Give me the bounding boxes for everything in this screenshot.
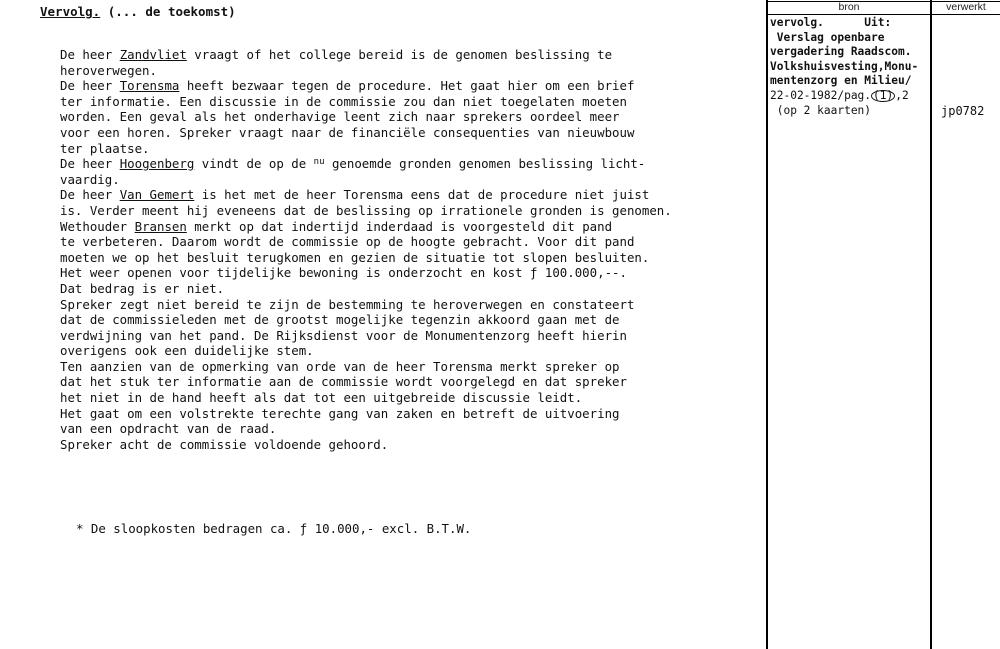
text-line: [60, 312, 672, 328]
column-header-bron: bron: [838, 1, 860, 13]
processed-code: jp0782: [941, 104, 985, 118]
column-header-verwerkt: verwerkt: [946, 1, 986, 13]
speaker-name: Van Gemert: [119, 187, 195, 203]
text-line: [60, 63, 672, 79]
text-segment: heroverwegen.: [60, 62, 157, 78]
panel-left-rule: [766, 0, 768, 649]
text-segment: verdwijning van het pand. De Rijksdienst voor de Monumentenzorg heeft hierin: [60, 327, 627, 343]
text-segment: overigens ook een duidelijke stem.: [60, 343, 314, 359]
text-line: [60, 47, 672, 63]
document-heading: [40, 4, 236, 20]
text-line: [60, 109, 672, 125]
text-line: [60, 219, 672, 235]
text-segment: vaardig.: [60, 171, 120, 187]
text-segment: genoemde gronden genomen beslissing licht-: [324, 156, 646, 172]
text-line: [60, 187, 672, 203]
text-line: [60, 156, 672, 172]
text-line: [60, 250, 672, 266]
text-segment: Spreker acht de commissie voldoende gehoord.: [60, 436, 389, 452]
text-line: [60, 343, 672, 359]
source-line: Verslag openbare: [770, 30, 885, 44]
panel-header-rule: [766, 14, 1000, 15]
source-line: (op 2 kaarten): [770, 103, 872, 117]
text-line: [60, 265, 672, 281]
text-line: [60, 390, 672, 406]
source-line-pages: [770, 89, 918, 104]
superscript-note: nu: [313, 157, 325, 168]
text-segment: moeten we op het besluit terugkomen en gezien de situatie tot slopen besluiten.: [60, 249, 650, 265]
text-line: [60, 421, 672, 437]
speaker-name: Zandvliet: [119, 47, 187, 62]
panel-column-divider: [930, 0, 932, 649]
source-line: vergadering Raadscom.: [770, 45, 912, 59]
text-segment: worden. Een geval als het onderhavige leent zich naar sprekers oordeel meer: [60, 109, 620, 125]
text-segment: merkt op dat indertijd inderdaad is voorgesteld dit pand: [186, 218, 613, 234]
text-segment: ter informatie. Een discussie in de commissie zou dan niet toegelaten moeten: [60, 93, 627, 109]
text-segment: De heer: [60, 47, 120, 62]
text-segment: het niet in de hand heeft als dat tot een uitgebreide discussie leidt.: [60, 390, 583, 406]
footnote: * De sloopkosten bedragen ca. ƒ 10.000,- excl. B.T.W.: [76, 521, 472, 536]
source-line: vervolg. Uit:: [770, 16, 892, 29]
text-segment: is. Verder meent hij eveneens dat de beslissing op irrationele gronden is genomen.: [60, 202, 672, 218]
text-segment: Het weer openen voor tijdelijke bewoning is onderzocht en kost ƒ 100.000,--.: [60, 265, 627, 281]
source-date-page: 22-02-1982/pag.: [770, 88, 872, 102]
text-segment: Dat bedrag is er niet.: [60, 280, 225, 296]
text-segment: dat de commissieleden met de grootst mogelijke tegenzin akkoord gaan met de: [60, 312, 620, 328]
source-page-suffix: ,2: [895, 88, 909, 102]
text-segment: vraagt of het college bereid is de genomen beslissing te: [186, 47, 613, 62]
text-segment: Wethouder: [60, 218, 135, 234]
heading-prefix: Vervolg.: [40, 4, 101, 19]
text-segment: dat het stuk ter informatie aan de commissie wordt voorgelegd en dat spreker: [60, 374, 627, 390]
text-line: [60, 234, 672, 250]
text-line: [60, 297, 672, 313]
text-line: [60, 437, 672, 453]
text-line: [60, 172, 672, 188]
speaker-name: Hoogenberg: [119, 156, 195, 172]
text-line: [60, 374, 672, 390]
text-segment: Ten aanzien van de opmerking van orde van de heer Torensma merkt spreker op: [60, 358, 620, 374]
text-line: [60, 328, 672, 344]
speaker-name: Bransen: [134, 218, 187, 234]
source-line: mentenzorg en Milieu/: [770, 74, 912, 88]
text-segment: vindt de op de: [194, 156, 314, 172]
text-segment: voor een horen. Spreker vraagt naar de financiële consequenties van nieuwbouw: [60, 124, 635, 140]
source-line: Volkshuisvesting,Monu-: [770, 59, 919, 73]
text-line: [60, 78, 672, 94]
text-line: [60, 94, 672, 110]
text-segment: Spreker zegt niet bereid te zijn de bestemming te heroverwegen en constateert: [60, 296, 635, 312]
text-line: [60, 281, 672, 297]
minutes-body: [60, 47, 672, 452]
text-segment: van een opdracht van de raad.: [60, 421, 277, 437]
text-segment: te verbeteren. Daarom wordt de commissie op de hoogte gebracht. Voor dit pand: [60, 234, 635, 250]
text-segment: is het met de heer Torensma eens dat de procedure niet juist: [194, 187, 650, 203]
text-segment: heeft bezwaar tegen de procedure. Het gaat hier om een brief: [179, 78, 635, 94]
source-reference: [770, 16, 918, 118]
text-segment: ter plaatse.: [60, 140, 150, 156]
text-segment: De heer: [60, 78, 120, 94]
text-line: [60, 359, 672, 375]
text-segment: De heer: [60, 187, 120, 203]
text-line: [60, 203, 672, 219]
text-segment: De heer: [60, 156, 120, 172]
speaker-name: Torensma: [119, 78, 180, 94]
heading-title: (... de toekomst): [107, 4, 236, 19]
text-segment: Het gaat om een volstrekte terechte gang van zaken en betreft de uitvoering: [60, 405, 620, 421]
text-line: [60, 141, 672, 157]
text-line: [60, 406, 672, 422]
circled-page-number: (1): [873, 88, 894, 102]
text-line: [60, 125, 672, 141]
